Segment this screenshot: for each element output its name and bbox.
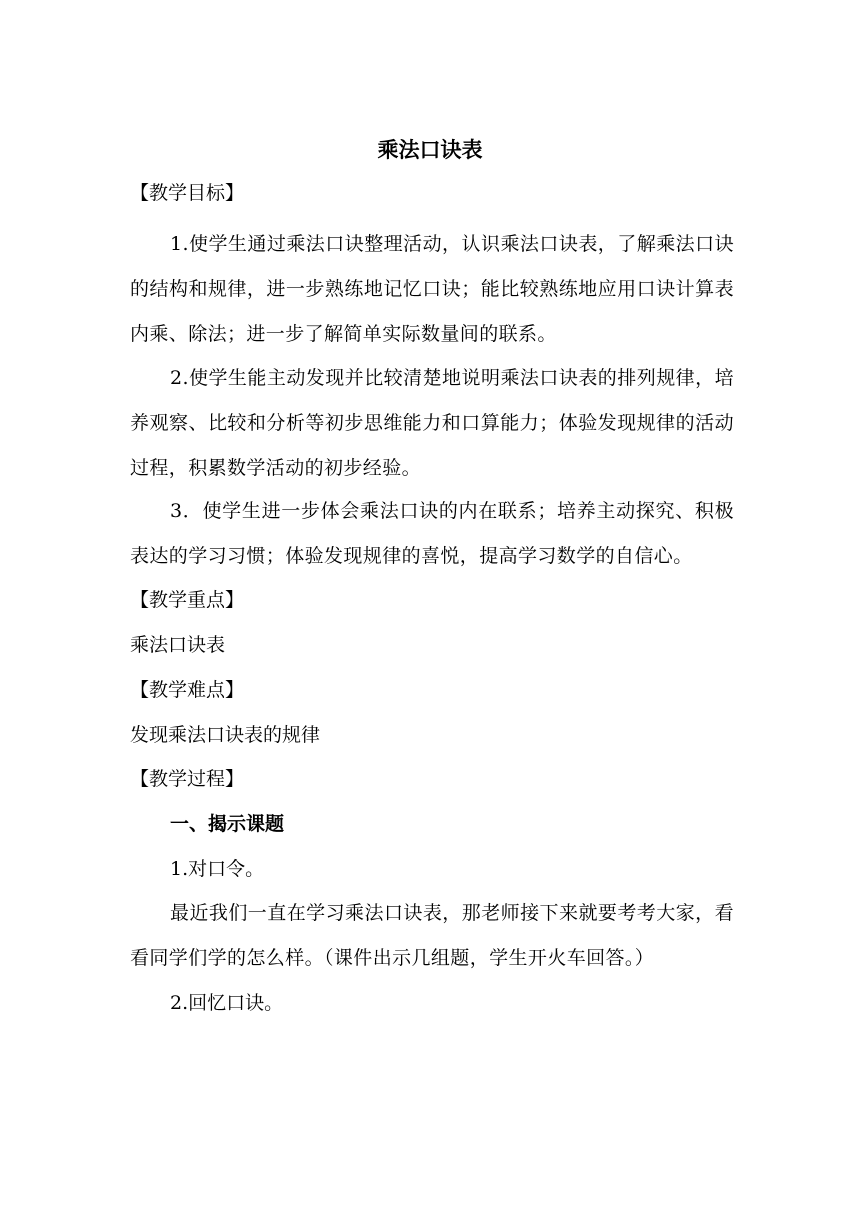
difficulty-text: 发现乘法口诀表的规律 bbox=[130, 724, 321, 746]
objectives-heading: 【教学目标】 bbox=[130, 182, 245, 204]
step-1-heading: 一、揭示课题 bbox=[170, 813, 285, 835]
document-title: 乘法口诀表 bbox=[377, 138, 483, 162]
objective-3-paragraph: 3．使学生进一步体会乘法口诀的内在联系；培养主动探究、积极表达的学习习惯；体验发现规律的喜悦，提高学习数学的自信心。 bbox=[130, 500, 734, 567]
key-point-heading: 【教学重点】 bbox=[130, 589, 245, 611]
key-point-text: 乘法口诀表 bbox=[130, 634, 226, 656]
step-1-item-2: 2.回忆口诀。 bbox=[170, 992, 284, 1014]
objective-2-paragraph: 2.使学生能主动发现并比较清楚地说明乘法口诀表的排列规律，培养观察、比较和分析等初步思维能力和口算能力；体验发现规律的活动过程，积累数学活动的初步经验。 bbox=[130, 367, 734, 479]
step-1-item-1: 1.对口令。 bbox=[170, 858, 265, 880]
process-heading: 【教学过程】 bbox=[130, 768, 245, 790]
objective-1-paragraph: 1.使学生通过乘法口诀整理活动，认识乘法口诀表，了解乘法口诀的结构和规律，进一步熟练地记忆口诀；能比较熟练地应用口诀计算表内乘、除法；进一步了解简单实际数量间的联系。 bbox=[130, 233, 734, 345]
step-1-paragraph: 最近我们一直在学习乘法口诀表，那老师接下来就要考考大家，看看同学们学的怎么样。（课件出示几组题，学生开火车回答。） bbox=[130, 902, 734, 969]
difficulty-heading: 【教学难点】 bbox=[130, 679, 245, 701]
